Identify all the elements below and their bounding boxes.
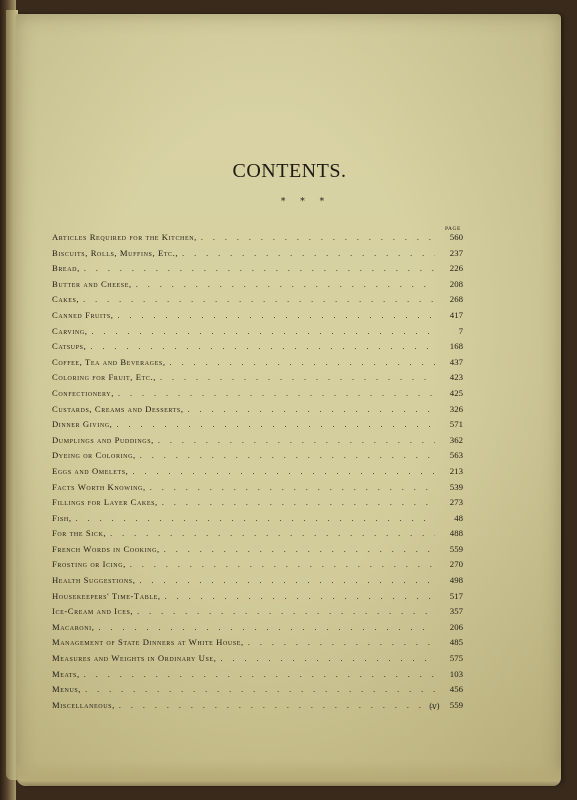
entry-page-number: 485 [449,637,463,648]
entry-page-number: 498 [449,575,463,586]
entry-label: Management of State Dinners at White House, [52,637,244,648]
entry-page-number: 213 [449,465,463,476]
page-title: CONTENTS. [232,160,347,182]
dot-leader [136,277,435,293]
entry-label: French Words in Cooking, [52,543,160,554]
entry-label: Articles Required for the Kitchen, [52,232,197,242]
entry-page-number: 417 [449,309,463,320]
entry-label: Coffee, Tea and Beverages, [52,356,166,367]
dot-leader [116,417,435,433]
contents-entry [52,698,463,714]
entry-page-number: 437 [449,356,463,367]
entry-page-number: 226 [449,263,463,274]
entry-label: Facts Worth Knowing, [52,481,146,492]
entry-label: Miscellaneous, [52,699,115,710]
dot-leader [137,604,435,620]
entry-page-number: 357 [449,606,463,617]
contents-entry [52,511,463,527]
contents-entry [52,667,463,683]
contents-entry [52,339,463,355]
contents-entry [52,448,463,464]
entry-label: Housekeepers' Time-Table, [52,590,161,601]
contents-entry [52,261,463,277]
contents-entry [52,292,463,308]
dot-leader [140,448,435,464]
contents-entry [52,230,463,246]
contents-entry [52,464,463,480]
page-number: (v) [429,702,440,711]
entry-label: Eggs and Omelets, [52,465,129,476]
dot-leader [132,464,435,480]
dot-leader [139,573,435,589]
entry-label: Dyeing or Coloring, [52,450,136,461]
dot-leader [160,370,435,386]
dot-leader [76,511,435,527]
dot-leader [182,246,435,262]
dot-leader [170,355,435,371]
contents-entry [52,526,463,542]
entry-page-number: 456 [449,684,463,695]
entry-label: Macaroni, [52,621,95,632]
entry-page-number: 571 [449,419,463,430]
entry-page-number: 48 [454,512,463,523]
entry-label: Cakes, [52,294,80,305]
dot-leader [110,526,435,542]
contents-entry [52,620,463,636]
dot-leader [165,589,435,605]
contents-entry [52,542,463,558]
dot-leader [130,557,435,573]
entry-label: Dumplings and Puddings, [52,434,154,445]
entry-label: For the Sick, [52,528,107,539]
entry-page-number: 488 [449,528,463,539]
entry-page-number: 563 [449,450,463,461]
entry-page-number: 559 [449,543,463,554]
entry-label: Measures and Weights in Ordinary Use, [52,653,217,664]
contents-entry [52,355,463,371]
entry-label: Dinner Giving, [52,419,113,430]
worn-page-bottom [16,760,561,786]
entry-label: Fish, [52,512,72,523]
entry-page-number: 103 [449,668,463,679]
contents-entry [52,589,463,605]
entry-page-number: 362 [449,434,463,445]
entry-page-number: 575 [449,653,463,664]
entry-page-number: 539 [449,481,463,492]
dot-leader [164,542,435,558]
dot-leader [150,480,435,496]
entry-page-number: 517 [449,590,463,601]
entry-page-number: 326 [449,403,463,414]
contents-entry [52,495,463,511]
contents-entry [52,308,463,324]
entry-page-number: 425 [449,387,463,398]
entry-page-number: 268 [449,294,463,305]
entry-page-number: 206 [449,621,463,632]
page-column-header: PAGE [445,226,461,232]
contents-entry [52,433,463,449]
book-page [16,14,561,786]
entry-page-number: 237 [449,247,463,258]
dot-leader [118,308,435,324]
entry-label: Biscuits, Rolls, Muffins, Etc., [52,247,179,258]
entry-label: Custards, Creams and Desserts, [52,403,184,414]
entry-label: Ice-Cream and Ices, [52,606,134,617]
dot-leader [118,386,435,402]
entry-page-number: 559 [449,699,463,710]
entry-page-number: 7 [458,325,463,336]
dot-leader [248,635,435,651]
dot-leader [158,433,435,449]
contents-entry [52,246,463,262]
contents-entry [52,573,463,589]
contents-entry [52,682,463,698]
dot-leader [188,402,435,418]
entry-label: Health Suggestions, [52,575,136,586]
entry-label: Fillings for Layer Cakes, [52,497,158,508]
dot-leader [92,324,435,340]
entry-label: Coloring for Fruit, Etc., [52,372,156,383]
dot-leader [84,261,435,277]
contents-entry [52,417,463,433]
entry-label: Carving, [52,325,88,336]
entry-label: Bread, [52,263,80,274]
contents-entry [52,651,463,667]
contents-entry [52,480,463,496]
dot-leader [83,292,435,308]
entry-label: Catsups, [52,341,87,352]
contents-entry [52,277,463,293]
contents-entry [52,386,463,402]
dot-leader [201,230,435,246]
entry-label: Confectionery, [52,387,114,398]
entry-label: Menus, [52,684,82,695]
entry-page-number: 273 [449,497,463,508]
entry-page-number: 208 [449,278,463,289]
entry-label: Frosting or Icing, [52,559,126,570]
contents-entry [52,604,463,620]
dot-leader [99,620,435,636]
dot-leader [162,495,435,511]
entry-label: Meats, [52,668,80,679]
dot-leader [119,698,435,714]
contents-list [52,230,463,713]
entry-page-number: 423 [449,372,463,383]
contents-entry [52,370,463,386]
entry-label: Canned Fruits, [52,309,114,320]
title-ornament: * * * [280,197,331,207]
contents-entry [52,635,463,651]
entry-page-number: 560 [449,232,463,242]
dot-leader [85,682,435,698]
entry-label: Butter and Cheese, [52,278,132,289]
dot-leader [84,667,435,683]
entry-page-number: 168 [449,341,463,352]
dot-leader [220,651,435,667]
entry-page-number: 270 [449,559,463,570]
contents-entry [52,402,463,418]
dot-leader [90,339,435,355]
contents-entry [52,324,463,340]
contents-entry [52,557,463,573]
